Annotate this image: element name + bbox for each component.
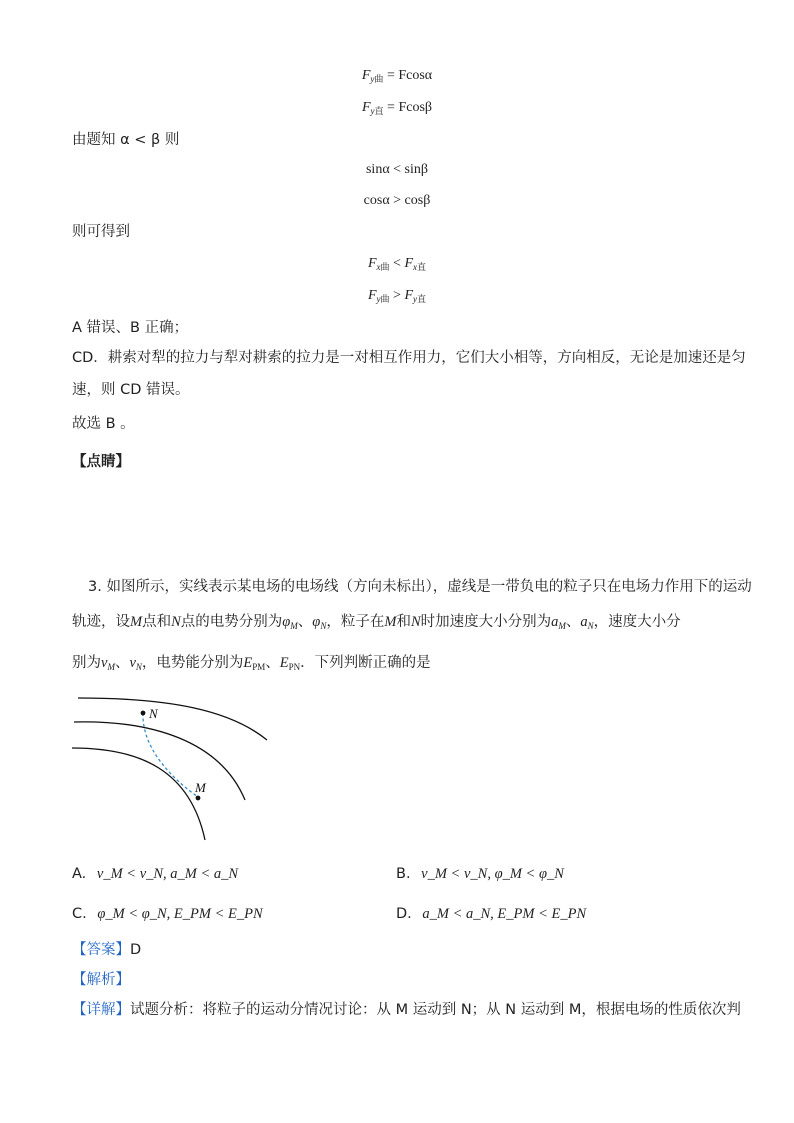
point-n <box>141 711 146 716</box>
equation-sin: sinα < sinβ <box>365 162 429 177</box>
cd-explanation-line1: CD．耕索对犁的拉力与犁对耕索的拉力是一对相互作用力，它们大小相等，方向相反，无论是加速还是匀 <box>72 350 746 366</box>
q3-l3-svn: N <box>135 662 142 672</box>
q3-l3-b: ，电势能分别为 <box>141 655 244 671</box>
eq1-sub-y: y <box>370 74 375 84</box>
option-b-label: B. <box>396 866 411 882</box>
equation-fy-curve <box>0 68 794 85</box>
option-a-text: v_M < v_N, a_M < a_N <box>96 866 239 882</box>
label-m: M <box>195 780 206 795</box>
q3-l2-a: 轨迹，设 <box>72 614 130 630</box>
option-a[interactable] <box>72 864 238 884</box>
q3-l2-an: a <box>580 614 588 630</box>
ab-conclusion: A 错误、B 正确； <box>72 320 189 336</box>
eq6-t1: 曲 <box>380 294 390 304</box>
option-d-label: D. <box>396 906 412 922</box>
eq1-f: F <box>361 68 371 83</box>
detail-tag: 【详解】 <box>72 1002 130 1018</box>
equation-fy-compare <box>0 288 794 305</box>
equation-fx-compare <box>0 256 794 273</box>
then-line: 则可得到 <box>72 224 130 240</box>
option-d-text: a_M < a_N, E_PM < E_PN <box>422 906 587 922</box>
eq2-sub: 直 <box>374 106 384 116</box>
electric-field-figure <box>70 690 280 845</box>
q3-l2-n2: N <box>410 614 421 630</box>
q3-l3-em: E <box>243 655 253 671</box>
equation-cos: cosα > cosβ <box>363 193 431 208</box>
q3-l2-f: 时加速度大小分别为 <box>420 614 552 630</box>
analysis-tag: 【解析】 <box>72 972 130 988</box>
q3-l2-c: 点的电势分别为 <box>180 614 283 630</box>
q3-l3-vn: v <box>129 655 136 671</box>
eq5-op: < <box>389 256 405 271</box>
q3-line2 <box>72 612 681 636</box>
q3-l2-g: ，速度大小分 <box>593 614 681 630</box>
eq5-s2: x <box>413 262 418 272</box>
q3-l3-sep2: 、 <box>265 655 280 671</box>
q3-l3-svm: M <box>107 662 115 672</box>
eq1-sub: 曲 <box>374 74 384 84</box>
q3-l2-d: ，粒子在 <box>326 614 385 630</box>
detail-text: 试题分析：将粒子的运动分情况讨论：从 M 运动到 N；从 N 运动到 M，根据电场的性质依次判 <box>130 1002 741 1018</box>
q3-l2-sep1: 、 <box>297 614 313 630</box>
answer-line <box>72 940 141 960</box>
q3-l2-n1: N <box>171 614 181 630</box>
q3-l2-b: 点和 <box>142 614 172 630</box>
q3-l3-vm: v <box>101 655 108 671</box>
condition-line: 由题知 α < β 则 <box>72 132 180 148</box>
eq1-rhs: = Fcosα <box>386 68 433 83</box>
answer-tag: 【答案】 <box>72 942 130 958</box>
option-a-label: A. <box>72 866 87 882</box>
eq2-f: F <box>361 100 371 115</box>
eq6-t2: 直 <box>417 294 427 304</box>
q3-l2-san: N <box>587 621 594 631</box>
q3-l3-en: E <box>279 655 289 671</box>
q3-l3-sep: 、 <box>114 655 130 671</box>
option-b-text: v_M < v_N, φ_M < φ_N <box>421 866 564 882</box>
particle-trajectory <box>143 713 198 797</box>
eq6-s2: y <box>413 294 418 304</box>
field-line-bottom <box>72 748 205 840</box>
detail-line <box>72 1000 741 1020</box>
q3-l2-phin: φ <box>312 614 321 630</box>
eq6-op: > <box>389 288 405 303</box>
q3-l2-phim: φ <box>282 614 291 630</box>
q3-l3-sen: PN <box>288 662 301 672</box>
eq6-s1: y <box>376 294 381 304</box>
q3-l2-sn: N <box>320 621 327 631</box>
answer-value: D <box>130 942 142 958</box>
eq5-t2: 直 <box>417 262 427 272</box>
q3-l2-sm: M <box>290 621 298 631</box>
q3-l2-m2: M <box>384 614 397 630</box>
choose-line: 故选 B 。 <box>72 416 135 432</box>
dianjing-heading: 【点睛】 <box>72 454 130 470</box>
eq5-f2: F <box>404 256 414 271</box>
q3-l2-m1: M <box>130 614 143 630</box>
eq6-f2: F <box>404 288 414 303</box>
option-c[interactable] <box>72 904 263 924</box>
eq5-f1: F <box>367 256 377 271</box>
field-line-top <box>78 698 267 740</box>
eq2-rhs: = Fcosβ <box>387 100 433 115</box>
q3-line1: 3. 如图所示，实线表示某电场的电场线（方向未标出），虚线是一带负电的粒子只在电场力作用下的运动 <box>88 579 752 595</box>
option-c-label: C. <box>72 906 87 922</box>
point-m <box>196 796 201 801</box>
q3-l2-sam: M <box>558 621 566 631</box>
q3-l2-sep2: 、 <box>565 614 581 630</box>
q3-l3-c: ．下列判断正确的是 <box>300 655 431 671</box>
q3-l2-e: 和 <box>396 614 411 630</box>
cd-explanation-line2: 速，则 CD 错误。 <box>72 382 190 398</box>
label-n: N <box>149 706 158 721</box>
eq2-sub-y: y <box>370 106 375 116</box>
equation-fy-straight <box>0 100 794 117</box>
q3-l3-sem: PM <box>252 662 266 672</box>
q3-line3 <box>72 653 431 677</box>
eq6-f1: F <box>367 288 377 303</box>
q3-l2-am: a <box>551 614 559 630</box>
q3-l3-a: 别为 <box>72 655 101 671</box>
option-b[interactable] <box>396 864 564 884</box>
option-c-text: φ_M < φ_N, E_PM < E_PN <box>97 906 263 922</box>
eq5-t1: 曲 <box>380 262 390 272</box>
option-d[interactable] <box>396 904 586 924</box>
eq5-s1: x <box>376 262 381 272</box>
